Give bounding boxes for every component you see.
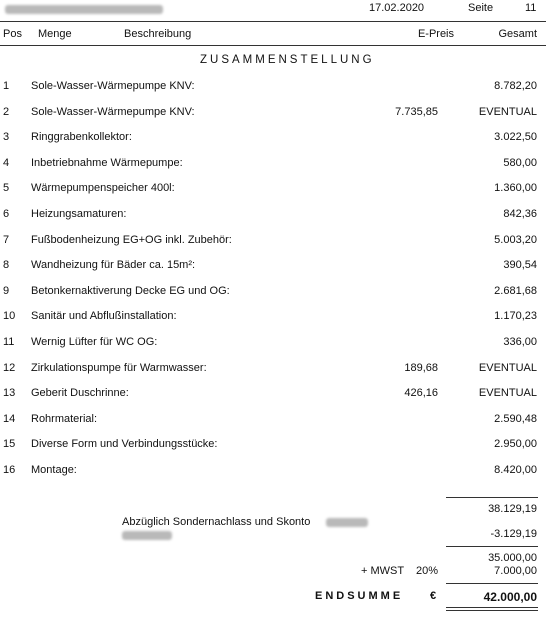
redacted-header-text [5,5,163,14]
row-pos: 4 [3,156,10,169]
row-description: Wandheizung für Bäder ca. 15m²: [31,259,196,272]
row-pos: 1 [3,80,10,92]
row-description: Sole-Wasser-Wärmepumpe KNV: [31,80,195,92]
row-gesamt: EVENTUAL [478,387,537,400]
column-header-divider [0,45,546,46]
row-pos: 14 [3,412,16,425]
col-header-beschreibung: Beschreibung [124,28,192,40]
row-description: Inbetriebnahme Wärmepumpe: [31,156,183,169]
discount-value: -3.129,19 [490,528,537,540]
row-gesamt: 3.022,50 [494,131,537,144]
row-pos: 10 [3,310,16,323]
table-row [0,182,546,196]
row-pos: 7 [3,233,10,246]
row-description: Betonkernaktiverung Decke EG und OG: [31,284,230,297]
vat-label: + MWST [361,565,405,577]
row-pos: 11 [3,336,15,348]
row-description: Zirkulationspumpe für Warmwasser: [31,361,207,374]
row-epreis: 426,16 [404,387,438,400]
col-header-gesamt: Gesamt [498,28,537,40]
table-row [0,259,546,273]
row-gesamt: 580,00 [503,156,537,169]
row-description: Wernig Lüfter für WC OG: [31,336,158,348]
row-pos: 3 [3,131,10,144]
table-row [0,310,546,324]
row-gesamt: 842,36 [503,208,537,220]
table-row [0,464,546,478]
row-gesamt: 2.681,68 [494,284,537,297]
row-description: Montage: [31,464,77,476]
endsumme-value: 42.000,00 [483,590,537,604]
row-description: Diverse Form und Verbindungsstücke: [31,438,218,451]
endsumme-divider-bottom-1 [446,607,538,608]
row-pos: 15 [3,438,16,451]
table-row [0,234,546,248]
row-gesamt: 390,54 [503,259,537,272]
row-gesamt: 8.420,00 [494,464,537,476]
redacted-discount-text-2 [122,531,172,540]
vat-rate: 20% [416,565,439,577]
header-divider [0,21,546,22]
row-description: Sanitär und Abflußinstallation: [31,310,177,323]
subtotal-value: 38.129,19 [488,503,537,515]
table-row [0,131,546,145]
table-row [0,438,546,452]
row-pos: 9 [3,284,10,297]
header-page-number: 11 [525,2,537,14]
endsumme-divider-bottom-2 [446,610,538,611]
net-value: 35.000,00 [488,552,537,564]
net-divider [446,546,538,547]
row-description: Geberit Duschrinne: [31,387,129,400]
row-description: Ringgrabenkollektor: [31,131,132,144]
row-gesamt: 336,00 [503,336,537,348]
table-row [0,387,546,401]
row-gesamt: 5.003,20 [494,233,537,246]
row-gesamt: 1.360,00 [494,182,537,195]
table-row [0,362,546,376]
row-gesamt: 1.170,23 [494,310,537,323]
table-row [0,285,546,299]
row-pos: 6 [3,208,10,220]
col-header-epreis: E-Preis [417,28,454,40]
col-header-pos: Pos [3,28,22,40]
row-pos: 5 [3,182,10,195]
table-row [0,413,546,427]
row-epreis: 189,68 [404,361,438,374]
row-pos: 2 [3,105,10,118]
row-gesamt: EVENTUAL [478,361,537,374]
row-epreis: 7.735,85 [395,105,438,118]
header-page-label: Seite [468,2,494,14]
endsumme-divider-top [446,583,538,584]
row-pos: 12 [3,361,16,374]
redacted-discount-text-1 [326,518,368,527]
row-description: Fußbodenheizung EG+OG inkl. Zubehör: [31,233,232,246]
endsumme-label: ENDSUMME [315,590,404,602]
discount-label: Abzüglich Sondernachlass und Skonto [122,516,311,528]
table-row [0,80,546,94]
row-gesamt: 2.950,00 [494,438,537,451]
table-row [0,208,546,222]
header-date: 17.02.2020 [369,2,425,14]
row-gesamt: 8.782,20 [494,80,537,92]
table-row [0,106,546,120]
row-gesamt: EVENTUAL [478,105,537,118]
subtotal-divider [446,497,538,498]
endsumme-currency: € [430,590,437,602]
row-pos: 16 [3,464,16,476]
row-description: Rohrmaterial: [31,412,98,425]
table-row [0,157,546,171]
row-pos: 8 [3,259,10,272]
row-description: Sole-Wasser-Wärmepumpe KNV: [31,105,195,118]
section-title: ZUSAMMENSTELLUNG [200,54,375,66]
table-row [0,336,546,350]
row-gesamt: 2.590,48 [494,412,537,425]
row-description: Wärmepumpenspeicher 400l: [31,182,175,195]
row-description: Heizungsamaturen: [31,208,127,220]
row-pos: 13 [3,387,16,400]
col-header-menge: Menge [38,28,72,40]
vat-value: 7.000,00 [494,565,537,577]
